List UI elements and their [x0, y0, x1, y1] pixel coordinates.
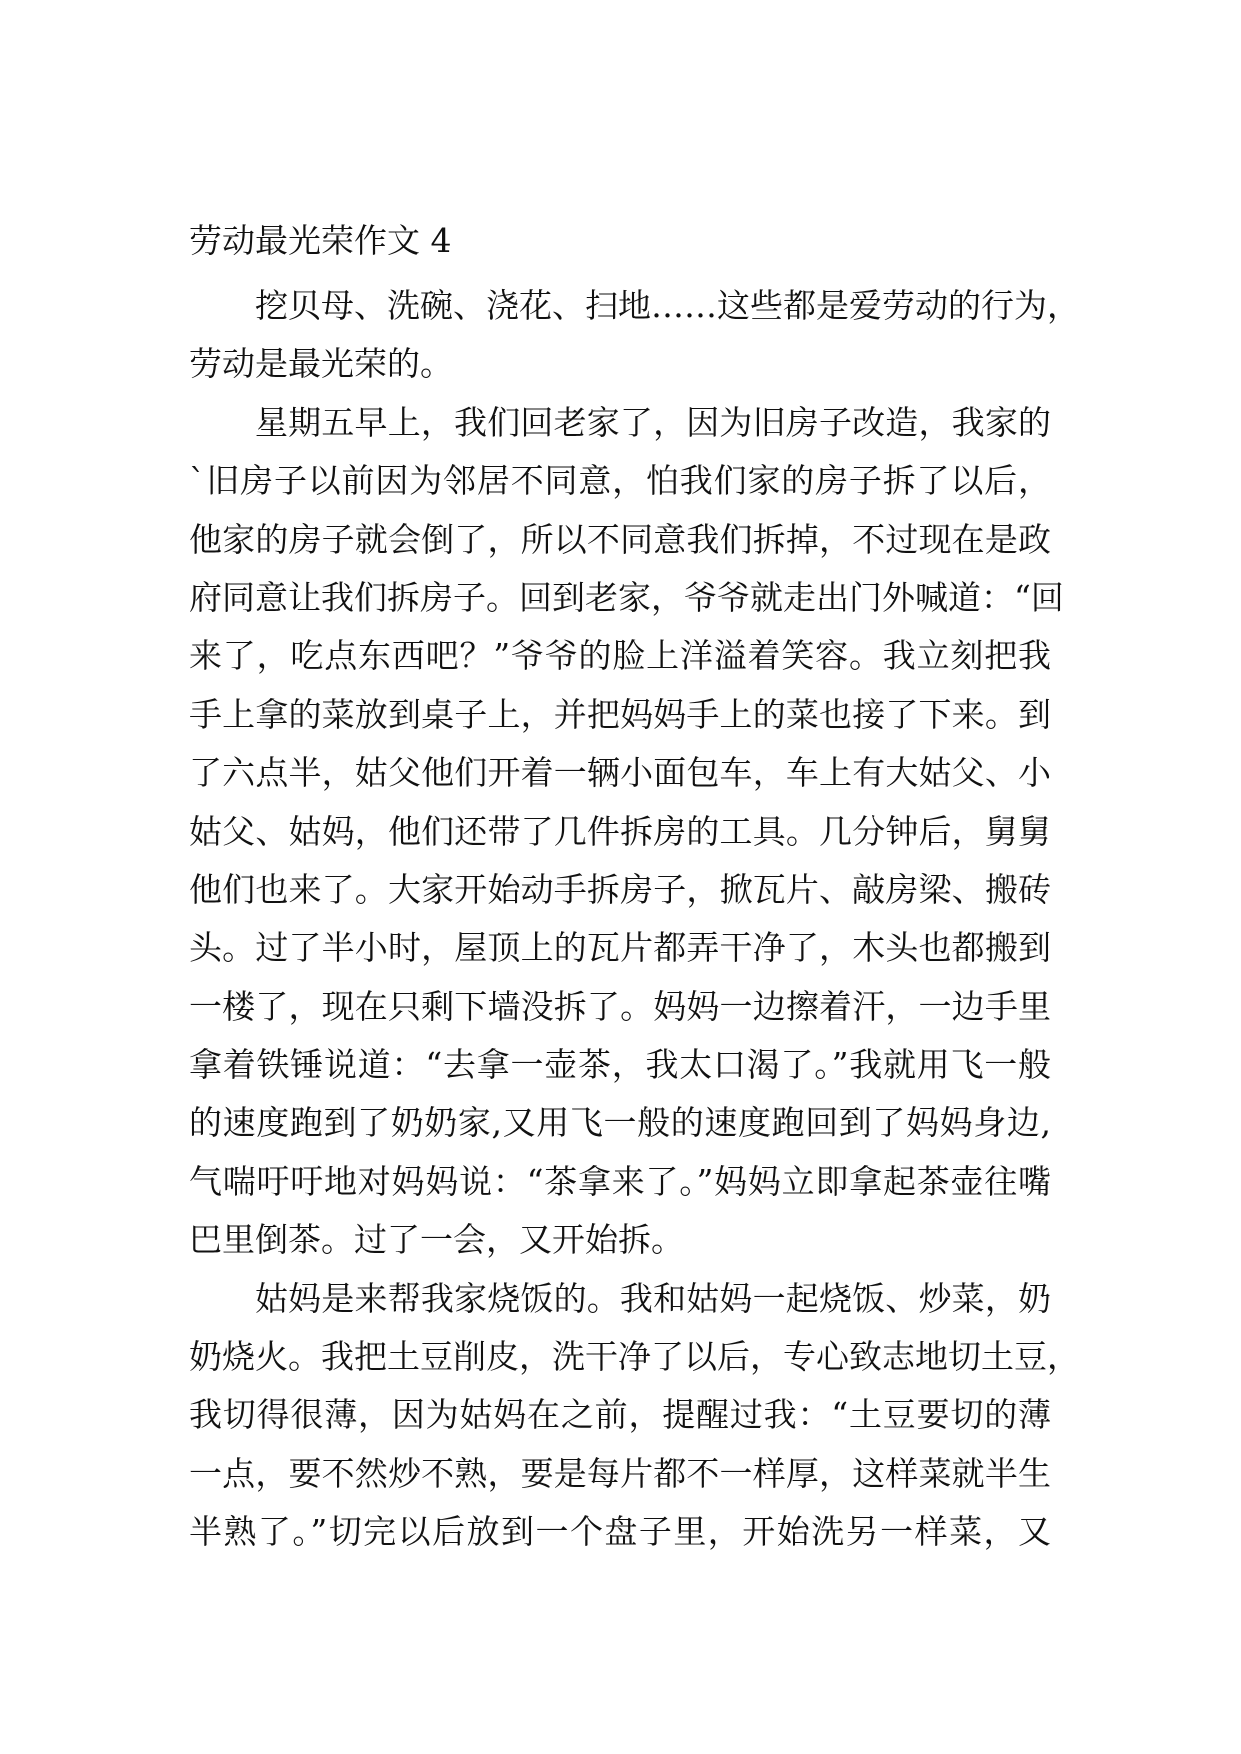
- document-body: [189, 277, 1080, 1562]
- document-title: 劳动最光荣作文 4: [189, 221, 452, 260]
- paragraph-1-line-2: 劳动是最光荣的。: [189, 344, 453, 384]
- paragraph-2-line-3: 他家的房子就会倒了，所以不同意我们拆掉，不过现在是政: [189, 519, 1051, 559]
- paragraph-3-line-4: 一点，要不然炒不熟，要是每片都不一样厚，这样菜就半生: [189, 1453, 1051, 1493]
- paragraph-2-line-10: 头。过了半小时，屋顶上的瓦片都弄干净了，木头也都搬到: [189, 928, 1051, 968]
- paragraph-2-line-5: 来了，吃点东西吧？”爷爷的脸上洋溢着笑容。我立刻把我: [189, 636, 1051, 676]
- paragraph-2-line-1: 星期五早上，我们回老家了，因为旧房子改造，我家的: [255, 402, 1051, 442]
- paragraph-3-line-3: 我切得很薄，因为姑妈在之前，提醒过我：“土豆要切的薄: [189, 1395, 1051, 1435]
- paragraph-2-line-11: 一楼了，现在只剩下墙没拆了。妈妈一边擦着汗，一边手里: [189, 986, 1051, 1026]
- paragraph-3-line-5: 半熟了。”切完以后放到一个盘子里，开始洗另一样菜，又: [189, 1512, 1051, 1552]
- paragraph-2-line-4: 府同意让我们拆房子。回到老家，爷爷就走出门外喊道：“回: [189, 577, 1064, 617]
- paragraph-3-line-2: 奶烧火。我把土豆削皮，洗干净了以后，专心致志地切土豆，: [189, 1337, 1080, 1377]
- paragraph-3-line-1: 姑妈是来帮我家烧饭的。我和姑妈一起烧饭、炒菜，奶: [255, 1278, 1051, 1318]
- paragraph-2-line-9: 他们也来了。大家开始动手拆房子，掀瓦片、敲房梁、搬砖: [189, 869, 1051, 909]
- paragraph-2-line-8: 姑父、姑妈，他们还带了几件拆房的工具。几分钟后，舅舅: [189, 811, 1051, 851]
- paragraph-2-line-13: 的速度跑到了奶奶家,又用飞一般的速度跑回到了妈妈身边,: [189, 1103, 1051, 1143]
- paragraph-2-line-2: `旧房子以前因为邻居不同意，怕我们家的房子拆了以后，: [189, 461, 1051, 501]
- paragraph-2-line-14: 气喘吁吁地对妈妈说：“茶拿来了。”妈妈立即拿起茶壶往嘴: [189, 1161, 1051, 1201]
- paragraph-1-line-1: 挖贝母、洗碗、浇花、扫地……这些都是爱劳动的行为，: [255, 286, 1080, 325]
- paragraph-2-line-12: 拿着铁锤说道：“去拿一壶茶，我太口渴了。”我就用飞一般: [189, 1045, 1051, 1085]
- paragraph-2-line-15: 巴里倒茶。过了一会，又开始拆。: [189, 1220, 684, 1260]
- paragraph-2-line-6: 手上拿的菜放到桌子上，并把妈妈手上的菜也接了下来。到: [189, 694, 1051, 734]
- paragraph-2-line-7: 了六点半，姑父他们开着一辆小面包车，车上有大姑父、小: [189, 753, 1051, 793]
